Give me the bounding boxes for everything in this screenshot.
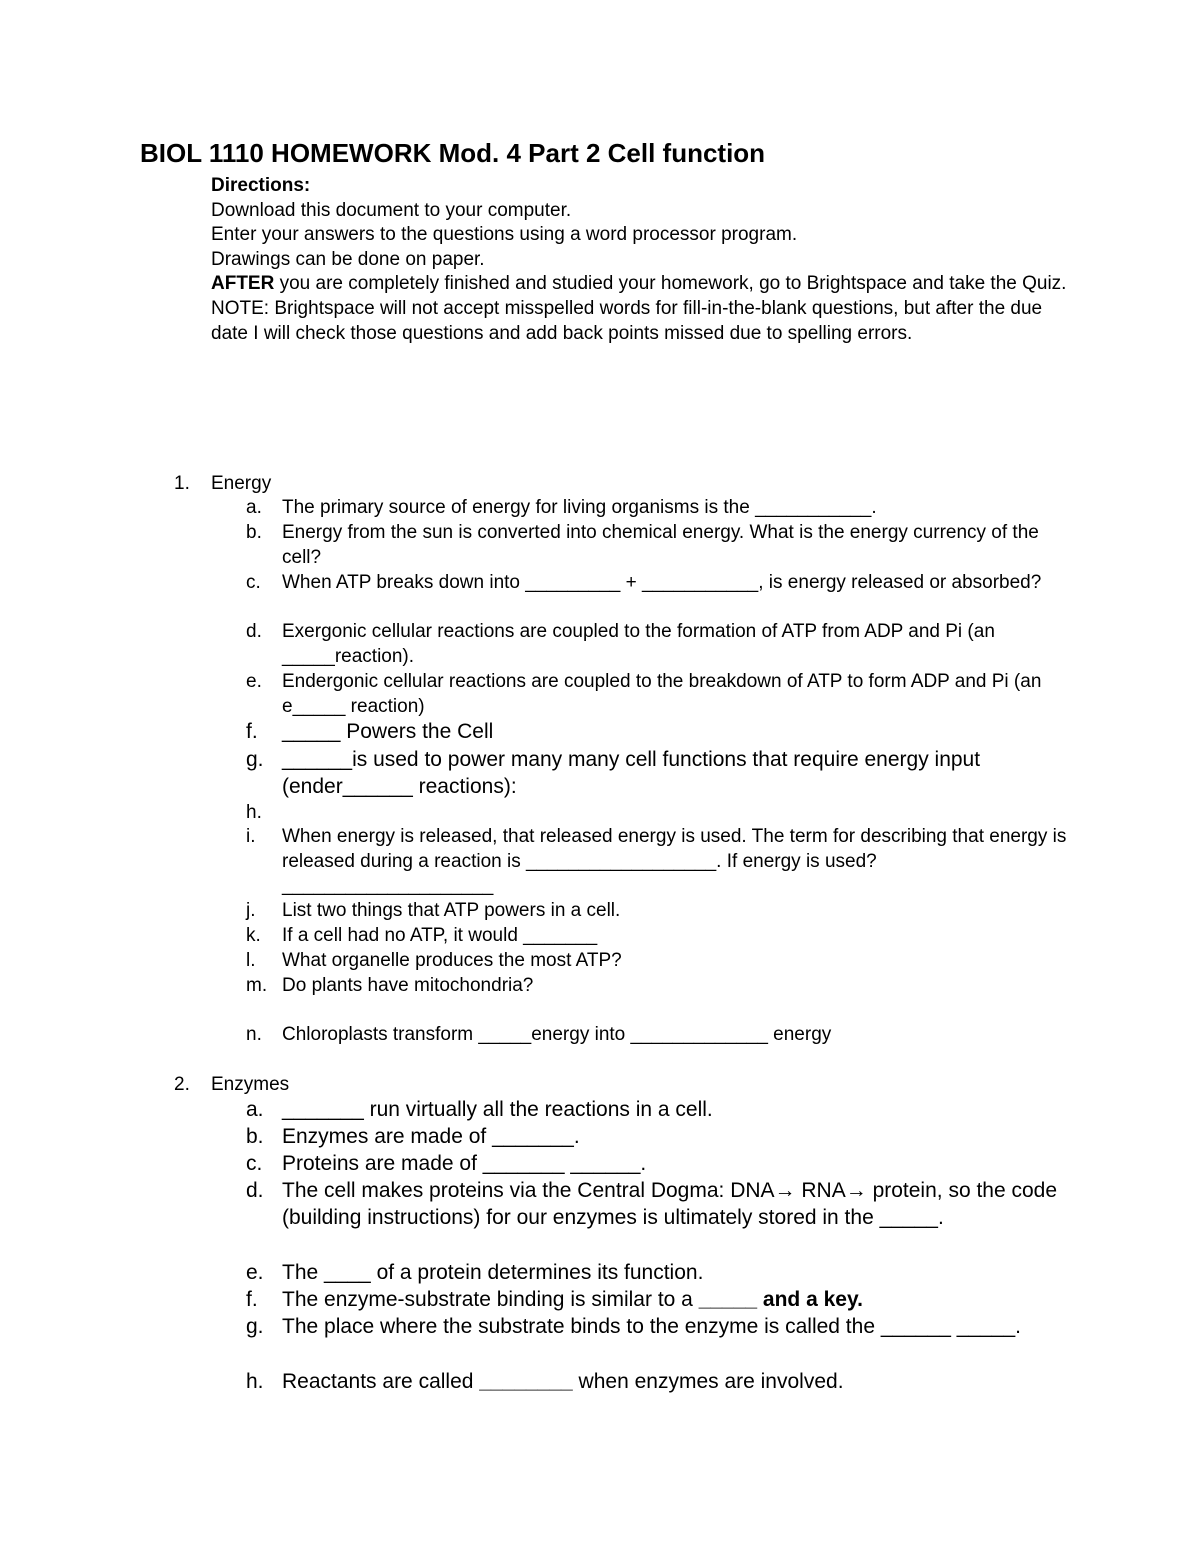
after-text: you are completely finished and studied your homework, go to Brightspace and take the Quiz.	[274, 273, 1067, 295]
item-text: Proteins are made of _______ ______.	[282, 1152, 647, 1175]
item-letter: c.	[246, 1152, 263, 1175]
item-letter: f.	[246, 720, 258, 743]
item-text: The primary source of energy for living organisms is the ___________.	[282, 497, 877, 518]
reactants-text-end: when enzymes are involved.	[572, 1370, 844, 1393]
item-letter: j.	[246, 900, 256, 921]
directions-line-after	[211, 272, 1071, 297]
item-text	[282, 1287, 1072, 1314]
directions-block	[211, 174, 1071, 346]
item-text: If a cell had no ATP, it would _______	[282, 925, 598, 946]
item-text: Energy from the sun is converted into chemical energy. What is the energy currency of the cell?	[282, 522, 1039, 568]
item-letter: a.	[246, 497, 262, 518]
lock-key-emphasis: _____ and a key.	[698, 1288, 863, 1311]
question-title: Energy	[211, 473, 272, 494]
item-letter: a.	[246, 1098, 264, 1121]
item-text: Do plants have mitochondria?	[282, 975, 534, 996]
item-letter: h.	[246, 1370, 264, 1393]
item-letter: c.	[246, 572, 261, 593]
item-text	[282, 1369, 1072, 1396]
lock-key-text: The enzyme-substrate binding is similar to a	[282, 1288, 699, 1311]
item-text: Endergonic cellular reactions are coupled to the breakdown of ATP to form ADP and Pi (an e_____ reaction)	[282, 671, 1042, 717]
item-letter: i.	[246, 826, 256, 847]
item-text: The ____ of a protein determines its function.	[282, 1261, 704, 1284]
item-text: Enzymes are made of _______.	[282, 1125, 580, 1148]
item-text: _____ Powers the Cell	[282, 720, 494, 743]
reactants-blank: ________	[479, 1370, 573, 1393]
arrow-right-icon: →	[774, 1179, 796, 1202]
item-letter: n.	[246, 1024, 262, 1045]
item-letter: h.	[246, 802, 262, 823]
item-text: Chloroplasts transform _____energy into _____________ energy	[282, 1024, 832, 1045]
arrow-right-icon: →	[845, 1179, 867, 1202]
item-letter: g.	[246, 1315, 264, 1338]
item-text: The place where the substrate binds to the enzyme is called the ______ _____.	[282, 1315, 1021, 1338]
item-letter: g.	[246, 748, 264, 771]
item-letter: e.	[246, 1261, 264, 1284]
item-text	[282, 1178, 1072, 1232]
item-letter: m.	[246, 975, 268, 996]
document-title: BIOL 1110 HOMEWORK Mod. 4 Part 2 Cell function	[140, 138, 766, 168]
after-emphasis: AFTER	[211, 273, 275, 295]
directions-line-answers: Enter your answers to the questions using a word processor program.	[211, 224, 798, 246]
item-letter: e.	[246, 671, 262, 692]
dogma-text-start: The cell makes proteins via the Central Dogma: DNA	[282, 1179, 775, 1202]
directions-line-drawings: Drawings can be done on paper.	[211, 248, 485, 270]
dogma-text-end: protein, so the code (building instructions) for our enzymes is ultimately stored in the _____.	[282, 1179, 1058, 1229]
reactants-text: Reactants are called	[282, 1370, 480, 1393]
item-text: When ATP breaks down into _________ + ___________, is energy released or absorbed?	[282, 572, 1042, 593]
question-title: Enzymes	[211, 1074, 290, 1095]
item-text: _______ run virtually all the reactions in a cell.	[282, 1098, 713, 1121]
item-letter: b.	[246, 1125, 264, 1148]
item-text: ______is used to power many many cell functions that require energy input (ender______ reactions):	[282, 748, 981, 798]
item-letter: d.	[246, 621, 262, 642]
item-text: When energy is released, that released energy is used. The term for describing that energy is released during a reaction is __________________. If energy is used? ____________________	[282, 826, 1067, 897]
item-letter: b.	[246, 522, 262, 543]
directions-note: NOTE: Brightspace will not accept misspelled words for fill-in-the-blank questions, but after the due date I will check those questions and add back points missed due to spelling errors.	[211, 297, 1043, 344]
directions-line-download: Download this document to your computer.	[211, 199, 572, 221]
question-number: 2.	[174, 1074, 190, 1095]
item-letter: k.	[246, 925, 261, 946]
item-letter: l.	[246, 950, 256, 971]
item-text: What organelle produces the most ATP?	[282, 950, 622, 971]
item-letter: d.	[246, 1179, 264, 1202]
item-text: List two things that ATP powers in a cell.	[282, 900, 621, 921]
item-letter: f.	[246, 1288, 258, 1311]
item-text: Exergonic cellular reactions are coupled to the formation of ATP from ADP and Pi (an _____reaction).	[282, 621, 995, 667]
question-number: 1.	[174, 473, 190, 494]
directions-heading: Directions:	[211, 175, 311, 196]
dogma-text-rna: RNA	[795, 1179, 846, 1202]
